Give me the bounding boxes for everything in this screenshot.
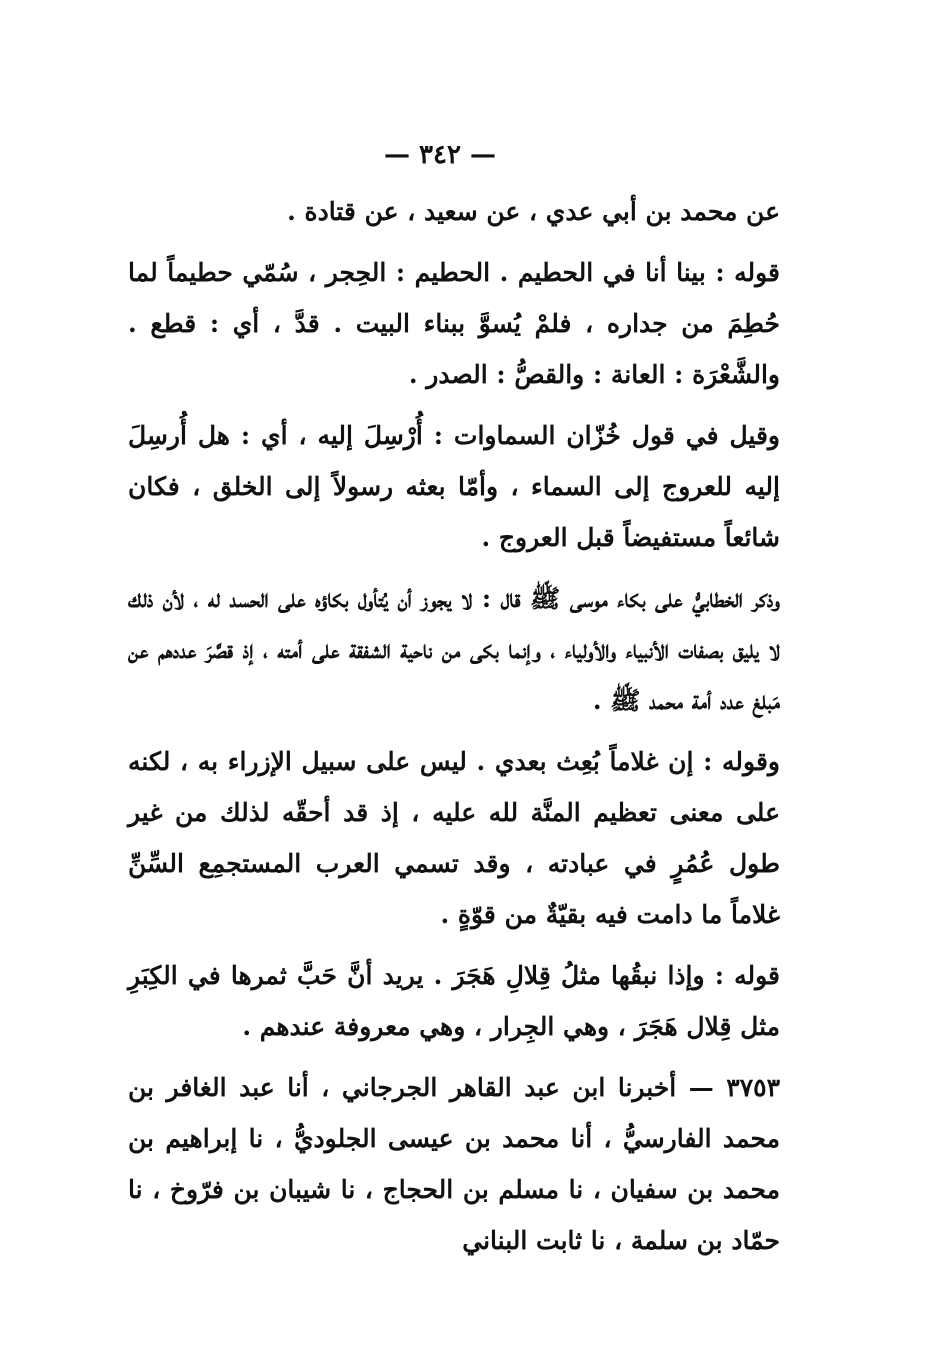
paragraph-3: وقيل في قول خُزّان السماوات : أُرْسِلَ إليه ، أي : هل أُرسِلَ إليه للعروج إلى السماء ، وأمّا بعثه رسولاً إلى الخلق ، فكان شائعاً مستفيضاً قبل العروج . bbox=[128, 421, 780, 552]
page-number: — ٣٤٢ — bbox=[383, 140, 497, 170]
paragraph-4: وذكر الخطابيُّ على بكاء موسى ﷺ قال : لا يجوز أن يُتأول بكاؤه على الحسد له ، لأن ذلك لا يليق بصفات الأنبياء والأولياء ، وإنما بكى من ناحية الشفقة على أمته ، إذ قصَّرَ عددهم عن مَبلغ عدد أمة محمد ﷺ . bbox=[128, 584, 780, 715]
page-body bbox=[128, 186, 780, 1266]
paragraph-5: وقوله : إن غلاماً بُعِث بعدي . ليس على سبيل الإزراء به ، لكنه على معنى تعظيم المنَّة لله عليه ، إذ قد أحقّه لذلك من غير طول عُمُرٍ في عبادته ، وقد تسمي العرب المستجمِع السِّنِّ غلاماً ما دامت فيه بقيّةٌ من قوّةٍ . bbox=[128, 747, 780, 929]
paragraph-1: عن محمد بن أبي عدي ، عن سعيد ، عن قتادة . bbox=[287, 197, 780, 226]
paragraph-7: ٣٧٥٣ — أخبرنا ابن عبد القاهر الجرجاني ، أنا عبد الغافر بن محمد الفارسيُّ ، أنا محمد بن عيسى الجلوديُّ ، نا إبراهيم بن محمد بن سفيان ، نا مسلم بن الحجاج ، نا شيبان بن فرّوخ ، نا حمّاد بن سلمة ، نا ثابت البناني bbox=[128, 1073, 780, 1255]
paragraph-6: قوله : وإذا نبقُها مثلُ قِلالِ هَجَرَ . يريد أنَّ حَبَّ ثمرها في الكِبَرِ مثل قِلال هَجَرَ ، وهي الجِرار ، وهي معروفة عندهم . bbox=[128, 961, 780, 1041]
paragraph-2: قوله : بينا أنا في الحطيم . الحطيم : الحِجر ، سُمّي حطيماً لما حُطِمَ من جداره ، فلمْ يُسوَّ ببناء البيت . قدَّ ، أي : قطع . والشَّعْرَة : العانة : والقصُّ : الصدر . bbox=[128, 258, 780, 389]
